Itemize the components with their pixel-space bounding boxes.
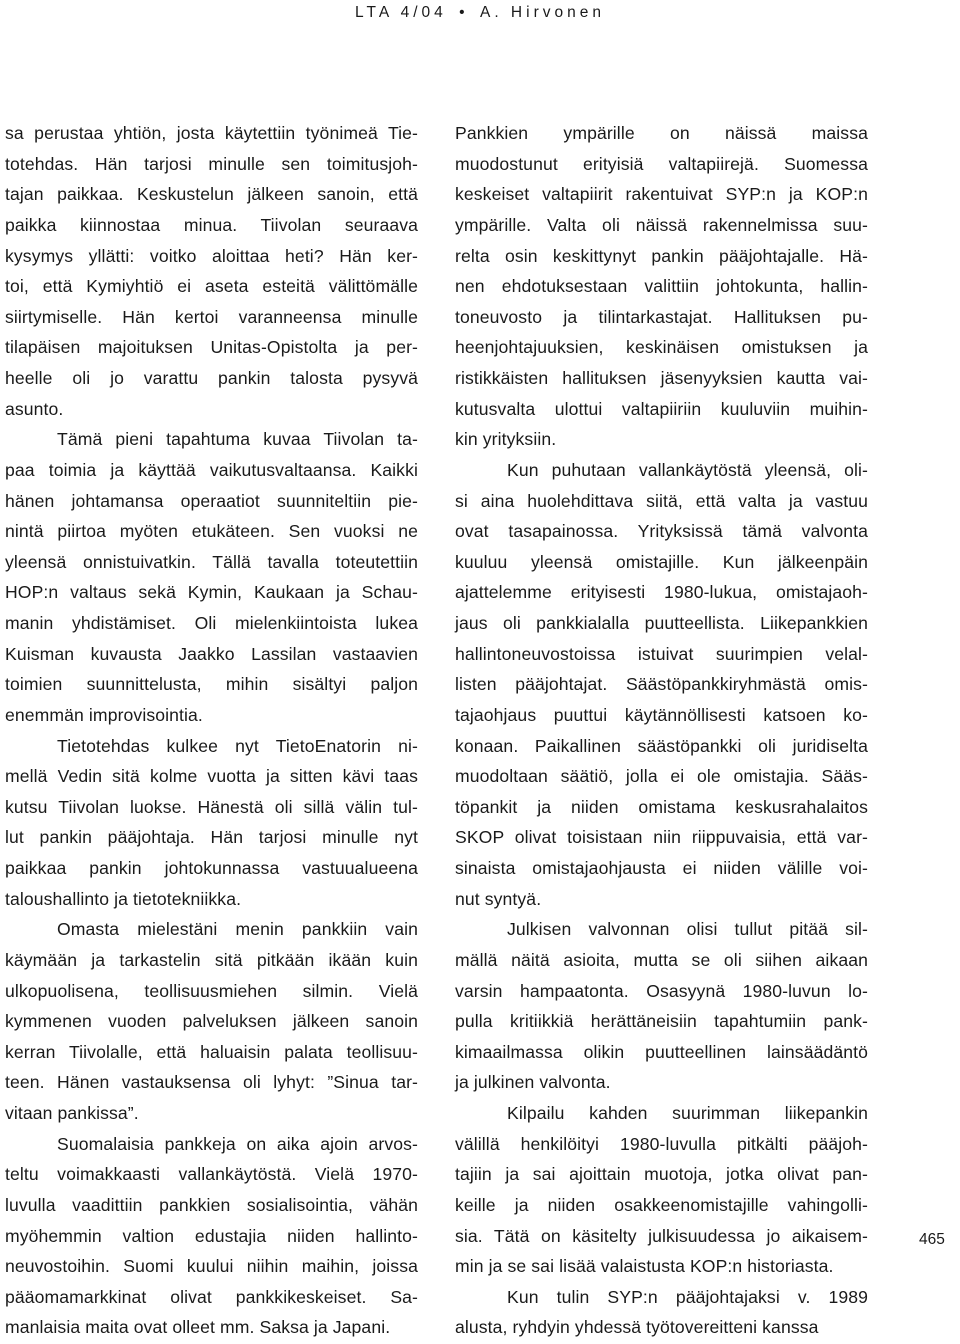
text-line: ulkopuolisena, teollisuusmiehen silmin. Vielä <box>5 980 418 1001</box>
text-line: teltu voimakkaasti vallankäytöstä. Vielä 1970- <box>5 1164 418 1185</box>
text-line: tajan paikkaa. Keskustelun jälkeen sanoin, että <box>5 184 418 205</box>
text-line: konaan. Paikallinen säästöpankki oli juridiselta <box>455 735 868 756</box>
text-line: ympärille. Valta oli näissä rakennelmissa suu- <box>455 214 868 235</box>
text-line: toimien suunnittelusta, mihin sisältyi paljon <box>5 674 418 695</box>
text-line: Tämä pieni tapahtuma kuvaa Tiivolan ta- <box>57 429 418 450</box>
text-line: paikkaa pankin johtokunnassa vastuualueena <box>5 858 418 878</box>
text-line: paikka kiinnostaa minua. Tiivolan seuraava <box>5 214 418 235</box>
text-line: kin yrityksiin. <box>455 429 557 450</box>
text-line: tilapäisen majoituksen Unitas-Opistolta ja per- <box>5 337 418 358</box>
text-line: tajiin ja sai ajoittain muotoja, jotka olivat pan- <box>455 1164 868 1185</box>
text-line: hänen johtamansa operaatiot suunniteltiin pie- <box>5 490 418 511</box>
text-line: välillä henkilöityi 1980-luvulla pitkälti pääjoh- <box>455 1133 868 1154</box>
text-line: tajaohjaus puuttui käytännöllisesti katsoen ko- <box>455 704 868 725</box>
text-line: sa perustaa yhtiön, josta käytettiin työnimeä Tie- <box>5 123 418 143</box>
text-line: Julkisen valvonnan olisi tullut pitää sil- <box>507 919 868 940</box>
text-line: kimaailmassa olikin puutteellinen lainsäädäntö <box>455 1041 868 1062</box>
text-line: taloushallinto ja tietotekniikka. <box>5 888 242 909</box>
text-line: yleensä onnistuivatkin. Tällä tavalla toteutettiin <box>5 551 418 572</box>
running-header <box>0 4 960 22</box>
text-line: HOP:n valtaus sekä Kymin, Kaukaan ja Schau- <box>5 582 418 603</box>
text-line: kysymys yllätti: voitko aloittaa heti? Hän ker- <box>5 245 418 266</box>
text-line: heenjohtajuuksien, keskinäisen omistuksen ja <box>455 337 868 358</box>
text-line: min ja se sai lisää valaistusta KOP:n historiasta. <box>455 1256 834 1277</box>
text-line: manin yhdistämiset. Oli mielenkiintoista lukea <box>5 613 418 633</box>
text-line: mellä Vedin sitä kolme vuotta ja sitten kävi taas <box>5 766 418 787</box>
text-line: jaus oli pankkialalla puutteellista. Liikepankkien <box>455 613 868 633</box>
page-number: 465 <box>919 1231 945 1248</box>
text-line: vitaan pankissa”. <box>5 1103 139 1123</box>
text-line: manlaisia maita ovat olleet mm. Saksa ja Japani. <box>5 1317 391 1338</box>
text-line: ovat tasapainossa. Yrityksissä tämä valvonta <box>455 521 868 542</box>
text-line: teen. Hänen vastauksensa oli lyhyt: ”Sinua tar- <box>5 1072 418 1093</box>
text-line: käymään ja tarkastelin sitä pitkään ikään kuin <box>5 949 418 970</box>
text-line: SKOP olivat toisistaan niin riippuvaisia, että var- <box>455 827 868 848</box>
text-line: kuuluu yleensä omistajille. Kun jälkeenpäin <box>455 551 868 572</box>
text-line: keskeiset valtapiirit rakentuivat SYP:n ja KOP:n <box>455 184 868 205</box>
right-column <box>455 118 868 1343</box>
text-line: pulla kritiikkiä herättäneisiin tapahtumiin pank- <box>455 1011 868 1032</box>
text-line: ristikkäisten hallituksen jäsenyyksien kautta vai- <box>455 368 868 388</box>
text-line: myöhemmin valtion edustajia niiden hallinto- <box>5 1225 418 1246</box>
text-line: Kilpailu kahden suurimman liikepankin <box>507 1103 868 1123</box>
header-separator: • <box>459 4 469 21</box>
text-line: sia. Tätä on käsitelty julkisuudessa jo aikaisem- <box>455 1225 868 1246</box>
text-line: kutusvalta ulottui valtapiiriin kuuluviin muihin- <box>455 398 868 419</box>
text-line: sinaista omistajaohjausta ei niiden välille voi- <box>455 858 868 878</box>
text-line: Kuisman kuvausta Jaakko Lassilan vastaavien <box>5 643 418 664</box>
text-line: asunto. <box>5 398 64 419</box>
text-line: totehdas. Hän tarjosi minulle sen toimitusjoh- <box>5 153 418 174</box>
text-line: nut syntyä. <box>455 888 542 909</box>
text-line: Pankkien ympärille on näissä maissa <box>455 123 868 143</box>
text-line: Kun puhutaan vallankäytöstä yleensä, oli- <box>507 459 868 480</box>
text-line: siirtymiselle. Hän kertoi varanneensa minulle <box>5 306 418 327</box>
text-line: nen ehdotuksestaan valittiin johtokunta, hallin- <box>455 276 868 297</box>
text-line: ajattelemme erityisesti 1980-lukua, omistajaoh- <box>455 582 868 603</box>
text-line: kymmenen vuoden palveluksen jälkeen sanoin <box>5 1011 418 1032</box>
text-line: kutsu Tiivolan luokse. Hänestä oli sillä välin tul- <box>5 796 418 817</box>
text-line: paa toimia ja käyttää vaikutusvaltaansa. Kaikki <box>5 459 418 480</box>
text-line: neuvostoihin. Suomi kuului niihin maihin, joissa <box>5 1256 418 1277</box>
text-line: si aina huolehdittava siitä, että valta ja vastuu <box>455 490 868 511</box>
left-column <box>5 118 418 1343</box>
text-line: Suomalaisia pankkeja on aika ajoin arvos- <box>57 1133 418 1154</box>
text-line: Tietotehdas kulkee nyt TietoEnatorin ni- <box>57 735 418 756</box>
author-label: A. Hirvonen <box>479 4 605 21</box>
text-line: alusta, ryhdyin yhdessä työtovereitteni kanssa <box>455 1317 819 1338</box>
text-line: muodostunut erityisiä valtapiirejä. Suomessa <box>455 153 868 174</box>
text-line: mällä näitä asioita, mutta se oli siihen aikaan <box>455 949 868 970</box>
text-line: varsin hampaatonta. Osasyynä 1980-luvun lo- <box>455 980 868 1001</box>
text-line: ja julkinen valvonta. <box>455 1072 611 1093</box>
text-line: luvulla vaadittiin pankkien sosialisointia, vähän <box>5 1194 418 1215</box>
text-line: heelle oli jo varattu pankin talosta pysyvä <box>5 368 418 388</box>
text-line: nintä piirtoa myöten etukäteen. Sen vuoksi ne <box>5 521 418 542</box>
text-line: Omasta mielestäni menin pankkiin vain <box>57 919 418 940</box>
text-line: lut pankin pääjohtaja. Hän tarjosi minulle nyt <box>5 827 418 848</box>
text-line: hallintoneuvostoissa istuivat suurimpien velal- <box>455 643 868 664</box>
text-line: toi, että Kymiyhtiö ei aseta esteitä välittömälle <box>5 276 418 297</box>
text-line: toneuvosto ja tilintarkastajat. Hallituksen pu- <box>455 306 868 327</box>
text-line: listen pääjohtajat. Säästöpankkiryhmästä omis- <box>455 674 868 695</box>
text-line: pääomamarkkinat olivat pankkikeskeiset. Sa- <box>5 1286 418 1307</box>
text-line: Kun tulin SYP:n pääjohtajaksi v. 1989 <box>507 1286 868 1307</box>
text-line: enemmän improvisointia. <box>5 704 203 725</box>
text-line: keille ja niiden osakkeenomistajille vahingolli- <box>455 1194 868 1215</box>
text-line: töpankit ja niiden omistama keskusrahalaitos <box>455 796 868 817</box>
text-line: muodoltaan säätiö, jolla ei ole omistajia. Sääs- <box>455 766 868 787</box>
journal-label: LTA 4/04 <box>355 4 447 21</box>
text-line: kerran Tiivolalle, että haluaisin palata teollisuu- <box>5 1041 418 1062</box>
text-line: relta osin keskittynyt pankin pääjohtajalle. Hä- <box>455 245 868 266</box>
